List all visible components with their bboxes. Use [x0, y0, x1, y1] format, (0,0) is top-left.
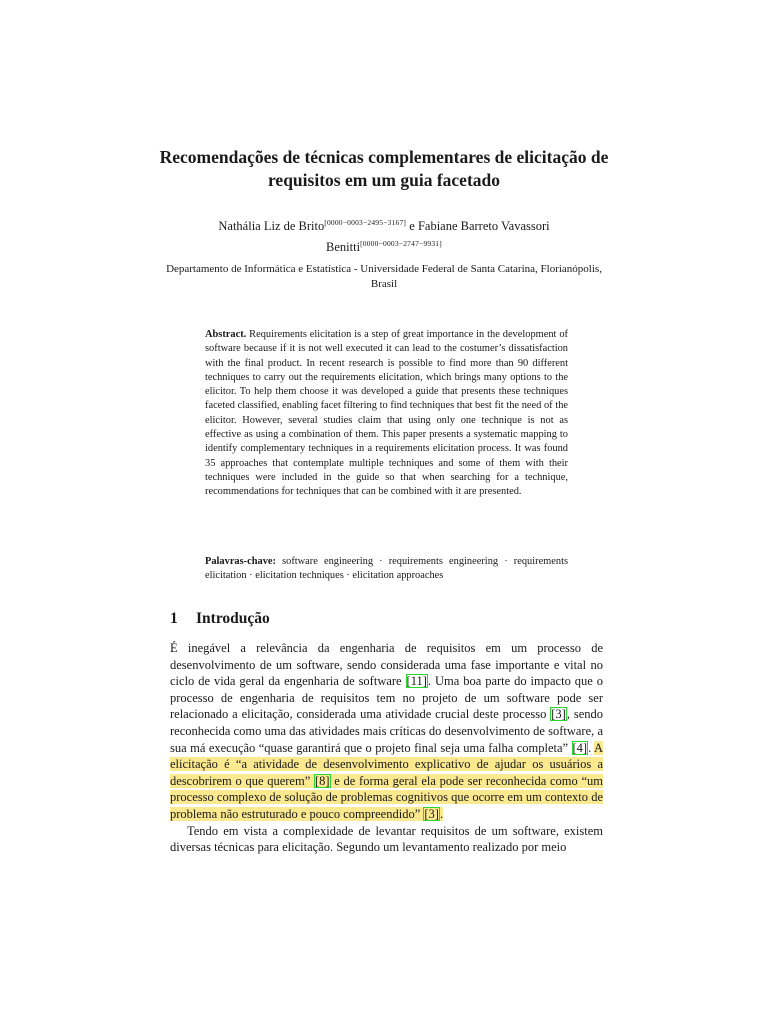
keywords-text: software engineering · requirements engineering · requirements elicitation · elicitation techniques · elicitation approaches — [205, 556, 568, 582]
keywords-label: Palavras-chave: — [205, 556, 276, 567]
author-1-orcid: [0000−0003−2495−3167] — [324, 218, 407, 227]
citation-link[interactable]: [4] — [572, 740, 588, 755]
citation-link[interactable]: [3] — [551, 707, 566, 722]
section-title: Introdução — [196, 610, 270, 627]
highlighted-text: A elicitação é “a atividade de desenvolvimento explicativo de ajudar os usuários a descobrirem o que querem” — [170, 740, 604, 788]
citation-link[interactable]: [3] — [424, 806, 439, 821]
citation-link[interactable]: [8] — [314, 773, 330, 788]
paragraph — [170, 640, 603, 823]
section-number: 1 — [170, 610, 178, 627]
section-heading — [170, 609, 270, 629]
author-2-orcid: [0000−0003−2747−9931] — [360, 239, 442, 248]
text-run: . — [588, 740, 594, 755]
citation-link[interactable]: [11] — [406, 674, 427, 689]
abstract-label: Abstract. — [205, 329, 247, 340]
introduction-body — [170, 640, 603, 856]
text-run: , sendo reconhecida como uma das atividades mais críticas do desenvolvimento de software, a sua má execução “quase garantirá que o projeto final seja uma falha completa” — [170, 707, 603, 755]
abstract — [205, 328, 568, 500]
keywords — [205, 555, 568, 584]
text-run: . Uma boa parte do impacto que o processo de engenharia de requisitos tem no projeto de um software pode ser relacionado a elicitação, considerada uma atividade crucial deste processo — [170, 674, 603, 722]
author-2-name: e Fabiane Barreto Vavassori Benitti — [326, 219, 550, 254]
text-run: Tendo em vista a complexidade de levantar requisitos de um software, existem diversas técnicas para elicitação. Segundo um levantamento realizado por meio — [170, 823, 603, 855]
abstract-text: Requirements elicitation is a step of great importance in the development of software because if it is not well executed it can lead to the costumer’s dissatisfaction with the final product. In recent research is possible to find more than 90 different techniques to carry out the requirements elicitation, which brings many options to the elicitor. To help them choose it was developed a guide that presents these techniques faceted classified, enabling facet filtering to find techniques that best fit the need of the elicitor. However, several studies claim that using only one technique is not as effective as using a combination of them. This paper presents a systematic mapping to identify complementary techniques in a requirements elicitation process. It was found 35 approaches that contemplate multiple techniques and some of them with their techniques were included in the guide so that when searching for a technique, recommendations for techniques that can be combined with it are presented. — [205, 329, 568, 498]
highlighted-text: . — [439, 806, 444, 821]
author-1-name: Nathália Liz de Brito — [218, 219, 325, 233]
author-list — [160, 214, 608, 256]
paper-title: Recomendações de técnicas complementares de elicitação de requisitos em um guia facetado — [159, 147, 609, 190]
highlighted-text: e de forma geral ela pode ser reconhecida como “um processo complexo de solução de problemas cognitivos que ocorre em um contexto de problema não estruturado e pouco compreendido” — [170, 773, 604, 821]
affiliation: Departamento de Informática e Estatística - Universidade Federal de Santa Catarina, Florianópolis, Brasil — [166, 263, 602, 290]
text-run: É inegável a relevância da engenharia de requisitos em um processo de desenvolvimento de um software, sendo considerada uma fase importante e vital no ciclo de vida geral da engenharia de software — [170, 641, 603, 689]
paragraph — [170, 823, 603, 856]
